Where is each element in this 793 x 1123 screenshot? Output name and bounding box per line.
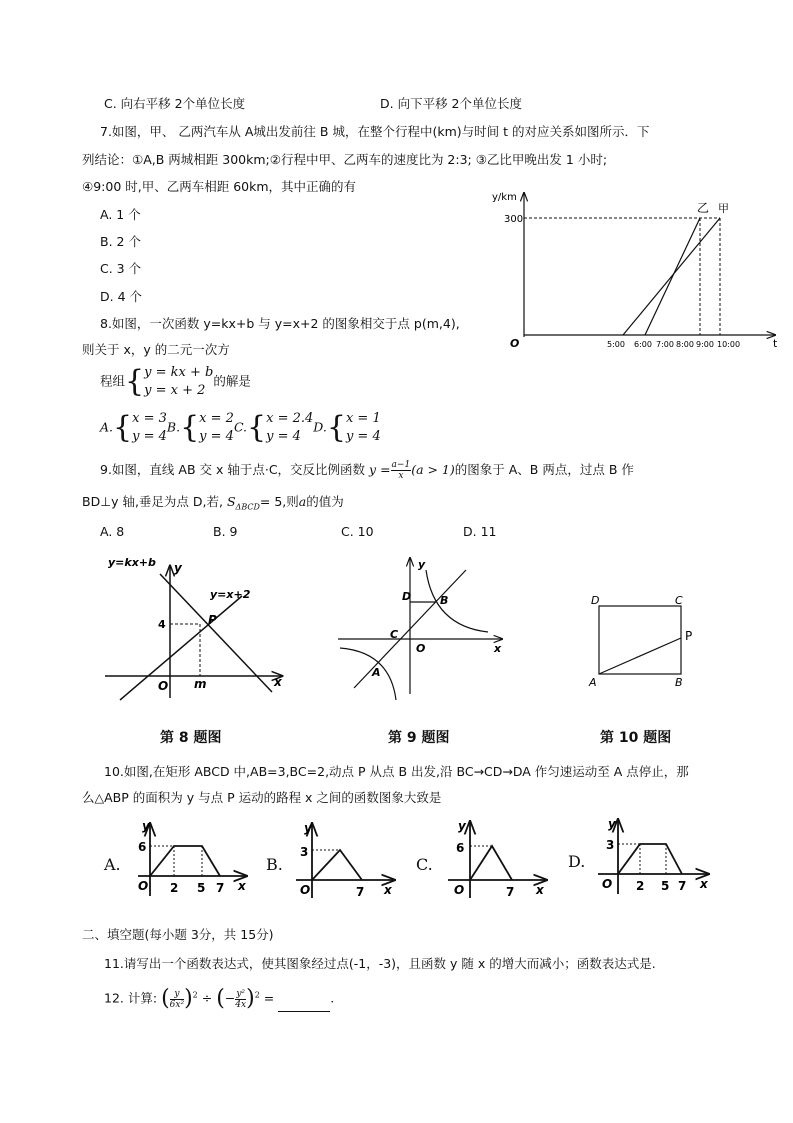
q10b-origin: O <box>300 883 311 897</box>
q8-system-row2: y = x + 2 <box>144 383 206 398</box>
q12-f2-num: y² <box>236 988 246 999</box>
q10b-y-label: y <box>304 821 312 835</box>
q7-line-jia <box>623 218 720 335</box>
q6-option-d: D. 向下平移 2个单位长度 <box>380 96 522 111</box>
q7-y-label: y/km <box>492 192 517 203</box>
q7-option-d: D. 4 个 <box>100 289 142 304</box>
q10c-xtick-7: 7 <box>506 885 515 899</box>
q9-option-b: B. 9 <box>213 524 238 539</box>
q8-option-c-r2: y = 4 <box>266 429 301 444</box>
q7-distance-time-chart <box>490 185 785 355</box>
q12-equals: = <box>263 990 275 1006</box>
q12-end: . <box>330 990 335 1006</box>
fig10-p-label: P <box>685 629 693 643</box>
q7-stem-line1: 7.如图，甲、 乙两汽车从 A城出发前往 B 城，在整个行程中(km)与时间 t 的对应关系如图所示．下 <box>100 124 650 139</box>
q12-divide: ÷ <box>201 990 213 1006</box>
q10a-xtick-5: 5 <box>197 881 206 895</box>
q10-graph-c <box>444 818 550 902</box>
q10a-ytick: 6 <box>138 840 147 854</box>
q10c-graph-line <box>470 846 512 880</box>
fig10-caption: 第 10 题图 <box>600 730 672 746</box>
q8-option-b-r2: y = 4 <box>199 429 234 444</box>
q12-sq1: 2 <box>192 990 198 1000</box>
q9-option-a: A. 8 <box>100 524 125 539</box>
q10a-origin: O <box>138 879 149 893</box>
q8-stem-line2: 则关于 x，y 的二元一次方 <box>82 342 230 357</box>
fig8-p-label: P <box>208 613 217 627</box>
q10-graph-c-label: C. <box>416 855 433 874</box>
q8-option-c-label: C. <box>233 419 248 435</box>
q7-y-tick-300: 300 <box>504 214 524 225</box>
fig9-caption: 第 9 题图 <box>388 730 450 746</box>
q10a-y-label: y <box>142 820 150 833</box>
q7-x-tick-1000: 10:00 <box>717 340 741 349</box>
fig8-o-label: O <box>158 679 169 693</box>
q10c-origin: O <box>454 883 465 897</box>
q7-x-tick-700: 7:00 <box>656 340 674 349</box>
q9-frac-num: a−1 <box>391 460 411 470</box>
q8-stem-line1: 8.如图，一次函数 y=kx+b 与 y=x+2 的图象相交于点 p(m,4), <box>100 316 460 331</box>
fig8-4-label: 4 <box>158 618 166 631</box>
fig10-a-label: A <box>589 676 597 689</box>
q10b-ytick: 3 <box>300 845 309 859</box>
fig10-segment-ap <box>599 638 681 674</box>
q8-option-d-r2: y = 4 <box>345 429 381 444</box>
q7-x-tick-600: 6:00 <box>634 340 652 349</box>
q8-option-b-r1: x = 2 <box>199 411 234 426</box>
fig8-x-label: x <box>274 675 282 689</box>
q9-option-c: C. 10 <box>341 524 374 539</box>
fig9-b-label: B <box>440 594 449 607</box>
q10-graph-b <box>292 820 398 902</box>
q10c-y-label: y <box>458 819 466 833</box>
q12-answer-blank[interactable] <box>278 998 330 1012</box>
q11-stem: 11.请写出一个函数表达式，使其图象经过点(-1，-3)，且函数 y 随 x 的增大而减小；函数表达式是. <box>104 956 656 971</box>
fig8-label-x2: y=x+2 <box>210 588 251 601</box>
q9-frac-den: x <box>398 471 404 481</box>
q10d-x-label: x <box>700 877 708 891</box>
q9-a-var: a <box>298 494 307 509</box>
q10a-xtick-2: 2 <box>170 881 179 895</box>
fig8-line-x2 <box>120 596 242 700</box>
q8-option-d-r1: x = 1 <box>345 411 381 426</box>
q12-f1-den: 6x² <box>169 999 185 1010</box>
q10b-x-label: x <box>384 883 392 897</box>
fig10-d-label: D <box>591 594 600 607</box>
q7-line-yi <box>645 218 700 335</box>
fig9-o-label: O <box>416 642 426 655</box>
q9-area-val: = 5,则 <box>259 494 299 509</box>
q7-stem-line2: 列结论：①A,B 两城相距 300km;②行程中甲、乙两车的速度比为 2:3; ③乙比甲晚出发 1 小时; <box>82 152 608 167</box>
q9-condition: (a > 1) <box>411 462 455 477</box>
q10b-xtick-7: 7 <box>356 885 365 899</box>
q12-sq2: 2 <box>254 990 260 1000</box>
q10c-x-label: x <box>536 883 544 897</box>
fig10-b-label: B <box>675 676 683 689</box>
q8-system: 程组{ y = kx + b y = x + 2 的解是 <box>100 364 251 399</box>
fig8-caption: 第 8 题图 <box>160 730 222 746</box>
fig8-y-label: y <box>174 561 182 575</box>
q7-option-a: A. 1 个 <box>100 207 141 222</box>
q7-t-label: t <box>773 337 778 350</box>
q9-stem-part4: 的值为 <box>306 494 344 509</box>
q9-stem-part1: 9.如图，直线 AB 交 x 轴于点·C，交反比例函数 <box>100 462 366 477</box>
q10-stem-line2: 么△ABP 的面积为 y 与点 P 运动的路程 x 之间的函数图象大致是 <box>82 790 442 805</box>
q10d-ytick: 3 <box>606 838 615 852</box>
q10-graph-a-label: A. <box>104 855 121 874</box>
q10d-xtick-2: 2 <box>636 879 645 893</box>
fig8-m-label: m <box>194 677 207 691</box>
q9-stem-line1 <box>100 460 634 481</box>
q10b-graph-line <box>312 850 362 880</box>
q10a-x-label: x <box>238 879 246 893</box>
q10d-xtick-7: 7 <box>678 879 687 893</box>
q8-system-post: 的解是 <box>213 373 251 389</box>
q7-x-tick-900: 9:00 <box>696 340 714 349</box>
q10d-xtick-5: 5 <box>661 879 670 893</box>
section-2-title: 二、填空题(每小题 3分，共 15分) <box>82 927 274 942</box>
q7-x-tick-500: 5:00 <box>607 340 625 349</box>
q9-stem-part3: BD⊥y 轴,垂足为点 D,若, <box>82 494 223 509</box>
q7-x-tick-800: 8:00 <box>676 340 694 349</box>
q9-stem-line2 <box>82 494 344 512</box>
q7-stem-line3: ④9:00 时,甲、乙两车相距 60km，其中正确的有 <box>82 179 357 194</box>
q7-label-jia: 甲 <box>718 202 729 215</box>
q12-expression: 12. 计算: ( $\frac{y}{\text{6x²}}$ )$^2$ ÷ (− $\frac{\text{y²}}{4x}$ )$^2$ = . <box>104 986 335 1011</box>
q10-graph-a <box>134 820 250 902</box>
figure-9 <box>330 552 510 702</box>
q7-label-yi: 乙 <box>697 201 710 215</box>
q8-option-a-r1: x = 3 <box>132 411 167 426</box>
q8-system-pre: 程组 <box>100 373 126 389</box>
figure-10 <box>585 590 705 690</box>
q9-area-sub: ΔBCD <box>235 502 260 512</box>
fig9-a-label: A <box>372 666 381 679</box>
q8-options: A.{ x = 3 y = 4 B.{ x = 2 y = 4 C.{ x = 2.4 y = 4 D.{ x = 1 y = 4 <box>100 410 381 445</box>
q8-option-a-label: A. <box>100 419 114 435</box>
q12-f1-num: y <box>170 989 184 1000</box>
q8-system-row1: y = kx + b <box>144 365 214 380</box>
q10d-y-label: y <box>608 817 616 831</box>
q9-stem-part2: 的图象于 A、B 两点，过点 B 作 <box>454 462 634 477</box>
q8-option-d-label: D. <box>313 419 327 435</box>
q8-option-c-r1: x = 2.4 <box>266 411 314 426</box>
q10a-graph-line <box>150 846 220 876</box>
q12-f2-den: 4x <box>235 999 247 1010</box>
q9-area-s: S <box>226 494 236 509</box>
q8-option-b-label: B. <box>166 419 181 435</box>
q8-option-a-r2: y = 4 <box>132 429 167 444</box>
q9-y-eq: y = <box>369 462 391 477</box>
q10-graph-b-label: B. <box>266 855 283 874</box>
fig9-y-label: y <box>418 558 426 571</box>
q9-option-d: D. 11 <box>463 524 497 539</box>
fig9-c-label: C <box>390 628 399 641</box>
fig10-rectangle <box>599 606 681 674</box>
fig9-d-label: D <box>402 590 412 603</box>
fig8-label-kxb: y=kx+b <box>108 556 156 569</box>
q10-stem-line1: 10.如图,在矩形 ABCD 中,AB=3,BC=2,动点 P 从点 B 出发,沿 BC→CD→DA 作匀速运动至 A 点停止，那 <box>104 764 689 779</box>
q10-graph-d <box>594 816 712 900</box>
q10c-ytick: 6 <box>456 841 465 855</box>
fig10-c-label: C <box>675 594 683 607</box>
q10-graph-d-label: D. <box>568 852 586 871</box>
q6-option-c: C. 向右平移 2个单位长度 <box>104 96 246 111</box>
q10a-xtick-7: 7 <box>216 881 225 895</box>
fig9-x-label: x <box>494 642 502 655</box>
q10d-graph-line <box>618 844 682 874</box>
q12-label: 12. 计算: <box>104 990 158 1006</box>
q7-origin-label: O <box>510 337 520 350</box>
q7-option-b: B. 2 个 <box>100 234 141 249</box>
figure-8 <box>100 552 290 702</box>
q7-option-c: C. 3 个 <box>100 261 142 276</box>
q10d-origin: O <box>602 877 613 891</box>
